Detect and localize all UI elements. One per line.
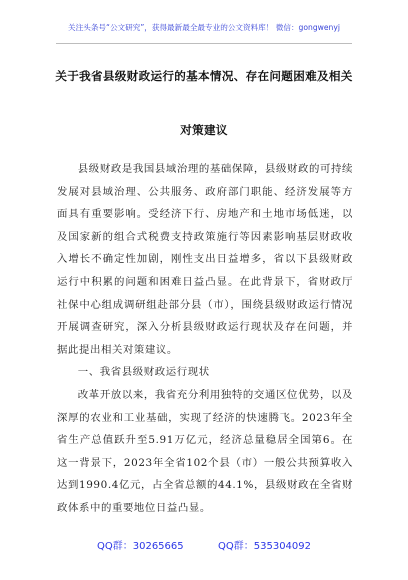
footer-qq-group-2: QQ群：535304092 xyxy=(218,541,312,552)
header-divider xyxy=(56,43,352,44)
section-1-heading: 一、我省县级财政运行现状 xyxy=(77,366,210,379)
document-body xyxy=(57,158,353,520)
document-title-line-2: 对策建议 xyxy=(180,123,228,137)
intro-paragraph: 县级财政是我国县域治理的基础保障，县级财政的可持续发展对县域治理、公共服务、政府部门职能、经济发展等方面具有重要影响。受经济下行、房地产和土地市场低迷，以及国家新的组合式税费支持政策施行等因素影响基层财政收入增长不确定性加剧，刚性支出日益增多，省以下县级财政运行中积累的问题和困难日益凸显。在此背景下，省财政厅社保中心组成调研组赴部分县（市），围绕县级财政运行情况开展调查研究，深入分析县级财政运行现状及存在问题，并据此提出相关对策建议。 xyxy=(57,163,353,356)
header-promo-banner: 关注头条号“公文研究”，获得最新最全最专业的公文资料库！ 微信：gongwenyj xyxy=(68,23,340,32)
footer-contacts xyxy=(0,537,408,552)
footer-qq-group-1: QQ群：30265665 xyxy=(96,541,184,552)
section-1-paragraph: 改革开放以来，我省充分利用独特的交通区位优势，以及深厚的农业和工业基础，实现了经济的快速腾飞。2023年全省生产总值跃升至5.91万亿元，经济总量稳居全国第6。在这一背景下，2023年全省102个县（市）一般公共预算收入达到1990.4亿元，占全省总额的44.1%，县级财政在全省财政体系中的重要地位日益凸显。 xyxy=(57,388,353,514)
document-title-line-1: 关于我省县级财政运行的基本情况、存在问题困难及相关 xyxy=(55,69,353,83)
